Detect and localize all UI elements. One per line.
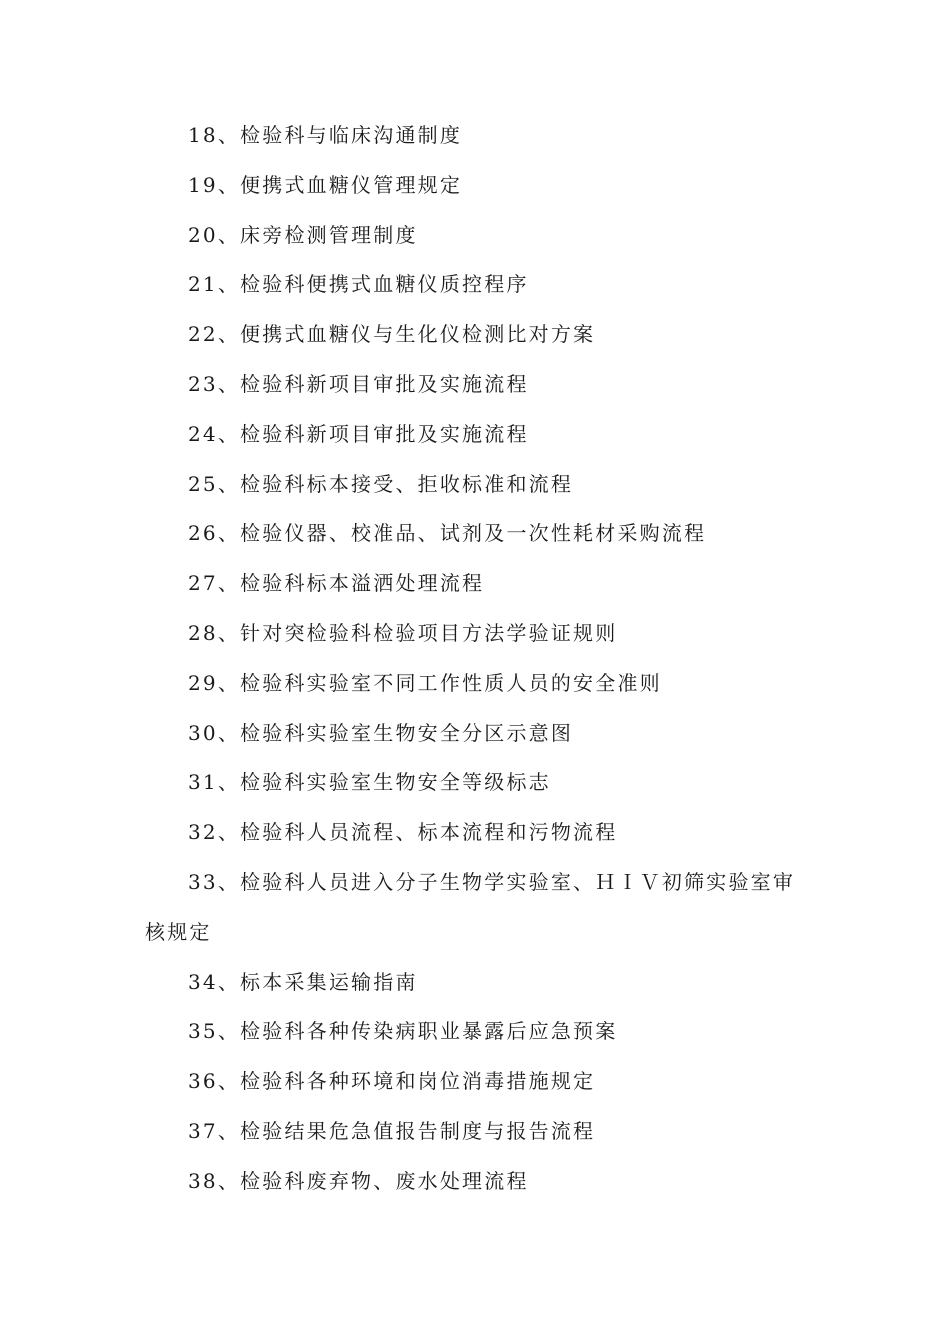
list-item: 28、针对突检验科检验项目方法学验证规则 bbox=[188, 620, 618, 645]
list-item: 35、检验科各种传染病职业暴露后应急预案 bbox=[188, 1019, 618, 1044]
list-item: 20、床旁检测管理制度 bbox=[188, 222, 418, 247]
list-item: 29、检验科实验室不同工作性质人员的安全准则 bbox=[188, 670, 662, 695]
list-item: 33、检验科人员进入分子生物学实验室、ＨＩＶ初筛实验室审核规定 bbox=[145, 869, 796, 944]
list-item: 23、检验科新项目审批及实施流程 bbox=[188, 371, 529, 396]
list-item: 37、检验结果危急值报告制度与报告流程 bbox=[188, 1118, 596, 1143]
list-item: 27、检验科标本溢洒处理流程 bbox=[188, 571, 485, 596]
list-item: 38、检验科废弃物、废水处理流程 bbox=[188, 1168, 529, 1193]
list-item: 26、检验仪器、校准品、试剂及一次性耗材采购流程 bbox=[188, 521, 707, 546]
list-item: 34、标本采集运输指南 bbox=[188, 969, 418, 994]
list-item: 30、检验科实验室生物安全分区示意图 bbox=[188, 720, 574, 745]
list-item: 36、检验科各种环境和岗位消毒措施规定 bbox=[188, 1069, 596, 1094]
list-item: 19、便携式血糖仪管理规定 bbox=[188, 172, 463, 197]
list-item: 25、检验科标本接受、拒收标准和流程 bbox=[188, 471, 574, 496]
list-item: 31、检验科实验室生物安全等级标志 bbox=[188, 770, 551, 795]
list-item: 24、检验科新项目审批及实施流程 bbox=[188, 421, 529, 446]
document-item-list bbox=[145, 111, 845, 1207]
list-item: 21、检验科便携式血糖仪质控程序 bbox=[188, 272, 529, 297]
list-item: 18、检验科与临床沟通制度 bbox=[188, 123, 463, 147]
list-item: 32、检验科人员流程、标本流程和污物流程 bbox=[188, 820, 618, 845]
list-item: 22、便携式血糖仪与生化仪检测比对方案 bbox=[188, 322, 596, 347]
